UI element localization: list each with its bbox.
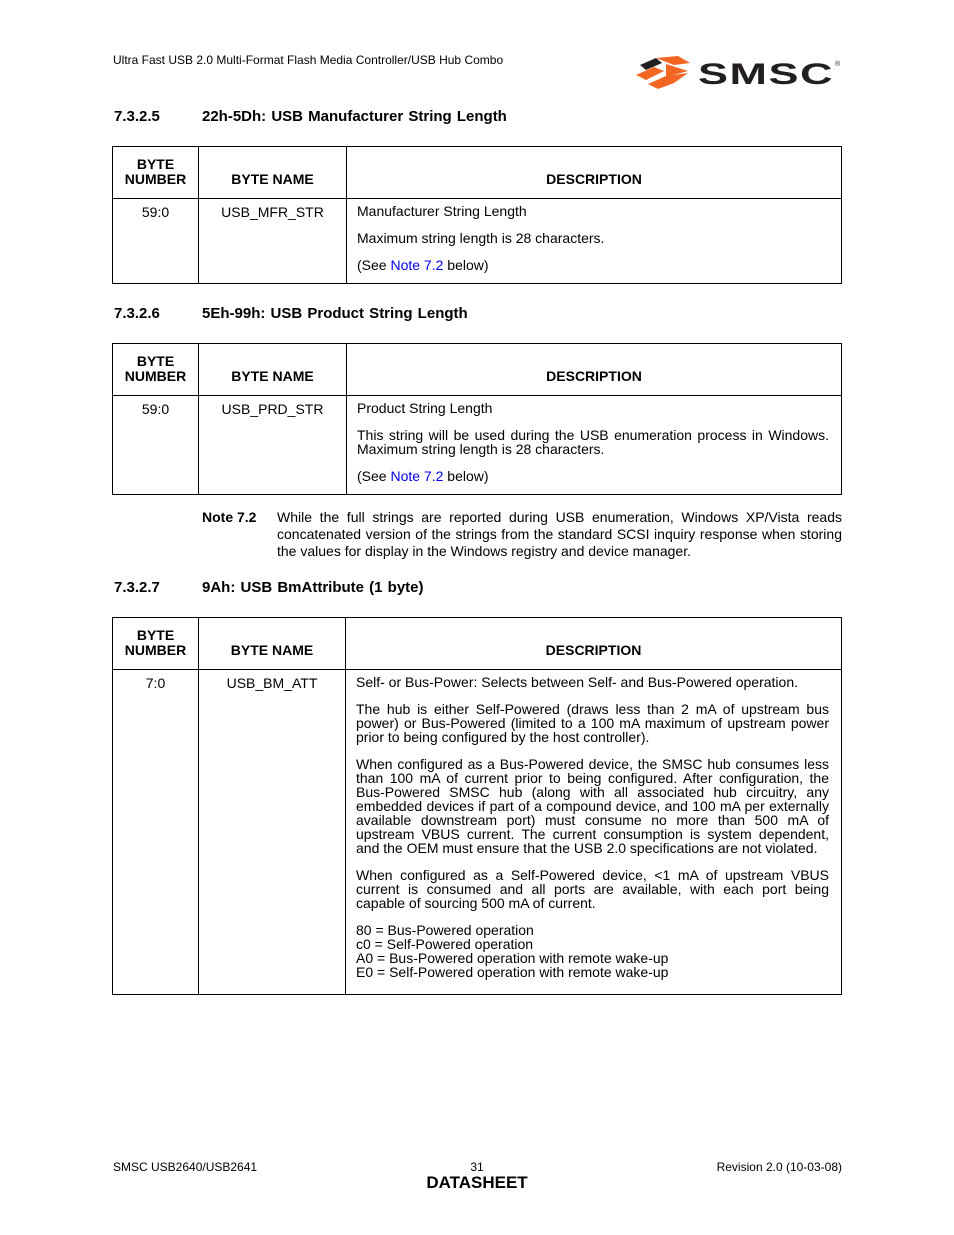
note-7-2 (202, 509, 842, 563)
header-byte-number: BYTE NUMBER (113, 147, 199, 199)
datasheet-label: DATASHEET (426, 1173, 528, 1192)
header-description: DESCRIPTION (347, 147, 842, 199)
description-cell: Product String Length This string will be used during the USB enumeration process in Windows. Maximum string length is 28 characters. (See Note 7.2 below) (347, 396, 842, 495)
register-table-mfr-str (112, 146, 842, 284)
page-number: 31 (470, 1160, 484, 1174)
description-cell: Manufacturer String Length Maximum string length is 28 characters. (See Note 7.2 below) (347, 199, 842, 284)
note-7-2-link[interactable]: Note 7.2 (390, 468, 444, 484)
value-line: 80 = Bus-Powered operation (356, 922, 534, 938)
byte-name-cell: USB_PRD_STR (199, 396, 347, 495)
header-description: DESCRIPTION (346, 618, 842, 670)
section-heading-7-3-2-5 (114, 108, 814, 128)
register-table-prd-str (112, 343, 842, 495)
register-table-bm-att (112, 617, 842, 995)
section-title: 22h-5Dh: USB Manufacturer String Length (202, 108, 507, 125)
byte-number-cell: 59:0 (113, 199, 199, 284)
byte-name-cell: USB_MFR_STR (199, 199, 347, 284)
value-line: A0 = Bus-Powered operation with remote wake-up (356, 950, 669, 966)
section-title: 9Ah: USB BmAttribute (1 byte) (202, 579, 424, 596)
smsc-logo (636, 55, 842, 91)
footer-revision: Revision 2.0 (10-03-08) (716, 1160, 842, 1174)
svg-text:®: ® (835, 61, 841, 68)
byte-name-cell: USB_BM_ATT (199, 670, 346, 995)
note-7-2-link[interactable]: Note 7.2 (390, 257, 444, 273)
table-row (113, 396, 842, 495)
header-byte-number: BYTE NUMBER (113, 618, 199, 670)
header-byte-name: BYTE NAME (199, 344, 347, 396)
section-number: 7.3.2.6 (114, 305, 160, 322)
document-title: Ultra Fast USB 2.0 Multi-Format Flash Media Controller/USB Hub Combo (113, 53, 504, 67)
value-line: c0 = Self-Powered operation (356, 936, 534, 952)
section-title: 5Eh-99h: USB Product String Length (202, 305, 468, 322)
footer-part-numbers: SMSC USB2640/USB2641 (113, 1160, 258, 1174)
description-cell: Self- or Bus-Power: Selects between Self- and Bus-Powered operation. The hub is either Self-Powered (draws less than 2 mA of upstream bus power) or Bus-Powered (limited to a 100 mA maximum of upstream power prior to being configured by the host controller). When configured as a Bus-Powered device, the SMSC hub consumes less than 100 mA of current prior to being configured. After configuration, the Bus-Powered SMSC hub (along with all associated hub circuitry, any embedded devices if part of a compound device, and 100 mA per externally available downstream port) must consume no more than 500 mA of upstream VBUS current. The current consumption is system dependent, and the OEM must ensure that the USB 2.0 specifications are not violated. When configured as a Self-Powered device, <1 mA of upstream VBUS current is consumed and all ports are available, with each port being capable of sourcing 500 mA of current. 80 = Bus-Powered operation c0 = Self-Powered operation A0 = Bus-Powered operation with remote wake-up E0 = Self-Powered operation with remote wake-up (346, 670, 842, 995)
value-line: E0 = Self-Powered operation with remote wake-up (356, 964, 669, 980)
header-description: DESCRIPTION (347, 344, 842, 396)
section-number: 7.3.2.5 (114, 108, 160, 125)
table-row (113, 199, 842, 284)
note-label: Note 7.2 (202, 509, 257, 525)
table-row (113, 670, 842, 995)
byte-number-cell: 59:0 (113, 396, 199, 495)
section-heading-7-3-2-7 (114, 579, 814, 599)
header-byte-name: BYTE NAME (199, 618, 346, 670)
section-number: 7.3.2.7 (114, 579, 160, 596)
logo-wordmark: SMSC (698, 58, 834, 91)
header-byte-name: BYTE NAME (199, 147, 347, 199)
byte-number-cell: 7:0 (113, 670, 199, 995)
note-text: While the full strings are reported during USB enumeration, Windows XP/Vista reads concatenated version of the strings from the standard SCSI inquiry response when storing the values for display in the Windows registry and device manager. (277, 509, 842, 559)
header-byte-number: BYTE NUMBER (113, 344, 199, 396)
section-heading-7-3-2-6 (114, 305, 814, 325)
